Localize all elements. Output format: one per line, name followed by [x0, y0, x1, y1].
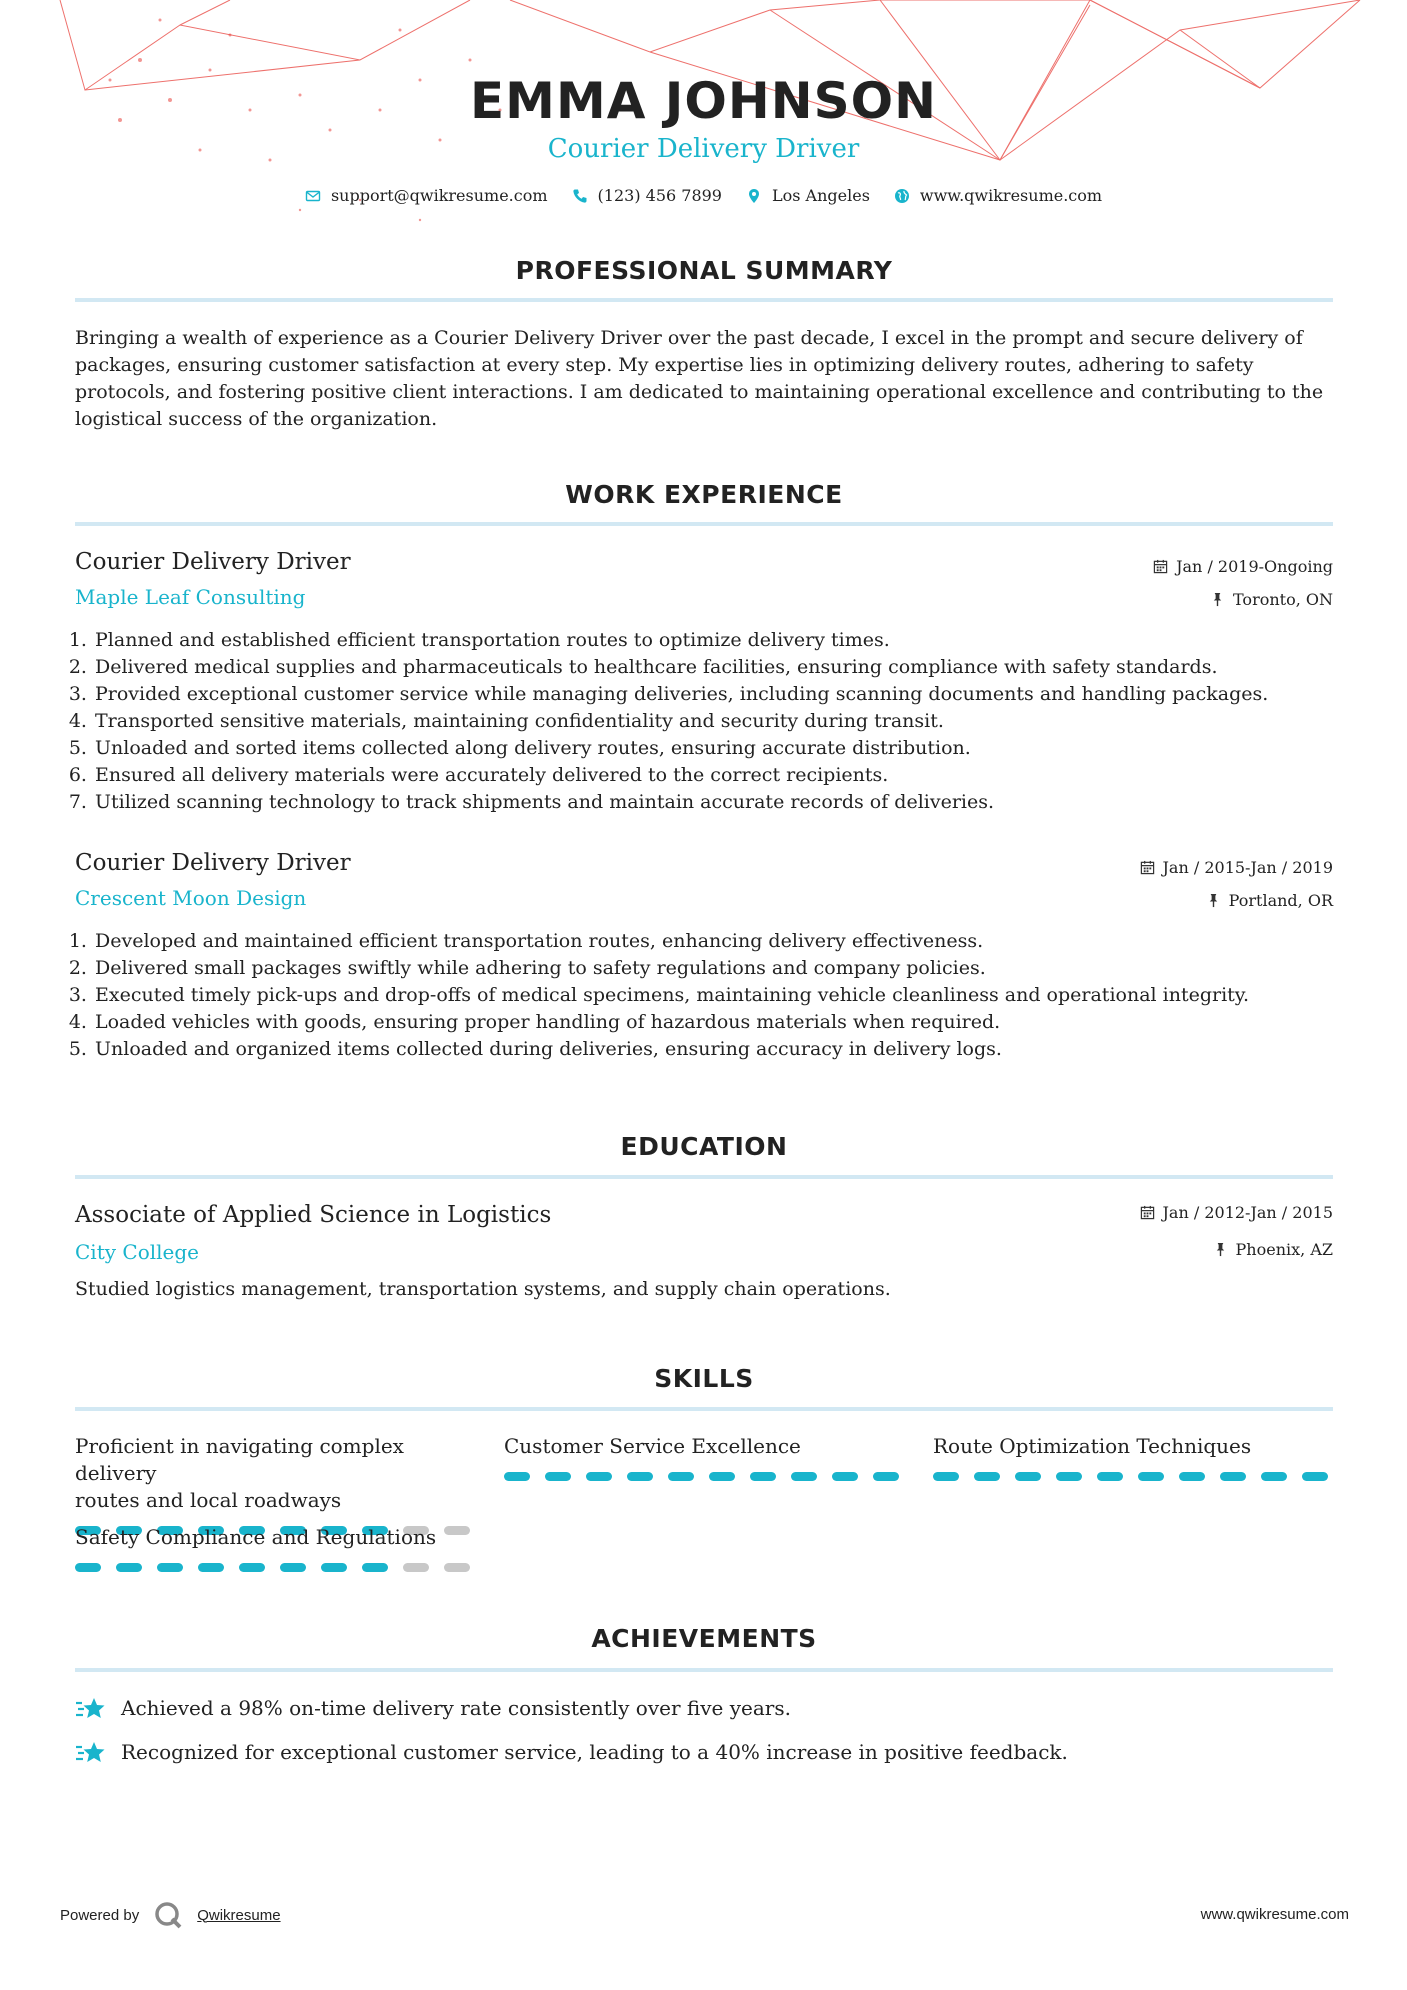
calendar-icon: [1140, 860, 1155, 875]
job-dates: [1153, 557, 1333, 576]
skill-item: [75, 1524, 475, 1572]
skill-segment-filled: [1015, 1472, 1041, 1481]
skill-level-bar: [504, 1472, 904, 1481]
footer-powered-by: [60, 1900, 281, 1930]
calendar-icon: [1140, 1205, 1155, 1220]
candidate-title: Courier Delivery Driver: [547, 134, 860, 164]
job-dates-text: Jan / 2019-Ongoing: [1176, 557, 1333, 576]
skill-label-line: Safety Compliance and Regulations: [75, 1525, 437, 1549]
education-dates-text: Jan / 2012-Jan / 2015: [1162, 1203, 1333, 1222]
education-location: [1213, 1240, 1333, 1259]
achievement-text: Recognized for exceptional customer service, leading to a 40% increase in positive feedback.: [121, 1740, 1068, 1764]
skill-item: [933, 1433, 1333, 1481]
skill-segment-filled: [873, 1472, 899, 1481]
skill-label-line: Proficient in navigating complex delivery: [75, 1434, 404, 1485]
skill-segment-empty: [403, 1563, 429, 1572]
skill-segment-filled: [157, 1563, 183, 1572]
map-pin-icon: [746, 188, 762, 204]
job-bullet: 4. Loaded vehicles with goods, ensuring proper handling of hazardous materials when required.: [93, 1009, 1351, 1036]
job-location-text: Portland, OR: [1228, 891, 1333, 910]
job-bullet: 3. Provided exceptional customer service while managing deliveries, including scanning documents and handling packages.: [93, 681, 1351, 708]
envelope-icon: [305, 188, 321, 204]
contact-website-text: www.qwikresume.com: [919, 186, 1103, 205]
job-bullet: 1. Planned and established efficient transportation routes to optimize delivery times.: [93, 627, 1351, 654]
contact-phone[interactable]: [572, 186, 722, 205]
contact-email[interactable]: [305, 186, 548, 205]
job-dates: [1140, 858, 1333, 877]
globe-icon: [894, 188, 910, 204]
summary-text: [75, 325, 1333, 433]
summary-line: Bringing a wealth of experience as a Courier Delivery Driver over the past decade, I excel in the prompt and secure delivery of: [75, 327, 1303, 349]
skill-segment-filled: [1097, 1472, 1123, 1481]
education-dates: [1140, 1203, 1333, 1222]
job-dates-text: Jan / 2015-Jan / 2019: [1162, 858, 1333, 877]
skill-label-line: Route Optimization Techniques: [933, 1434, 1252, 1458]
candidate-name: EMMA JOHNSON: [470, 72, 937, 130]
job-bullet: 5. Unloaded and organized items collected during deliveries, ensuring accuracy in delivery logs.: [93, 1036, 1351, 1063]
achievement-text: Achieved a 98% on-time delivery rate consistently over five years.: [121, 1696, 791, 1720]
skill-label-line: routes and local roadways: [75, 1488, 342, 1512]
skill-label: [933, 1433, 1333, 1460]
job-bullet: 2. Delivered small packages swiftly while adhering to safety regulations and company policies.: [93, 955, 1351, 982]
summary-line: packages, ensuring customer satisfaction at every step. My expertise lies in optimizing delivery routes, adhering to safety: [75, 354, 1254, 376]
contact-website[interactable]: [894, 186, 1102, 205]
summary-heading: PROFESSIONAL SUMMARY: [515, 256, 893, 285]
job-bullet: 3. Executed timely pick-ups and drop-offs of medical specimens, maintaining vehicle cleanliness and operational integrity.: [93, 982, 1351, 1009]
skill-segment-filled: [75, 1563, 101, 1572]
pushpin-icon: [1213, 1242, 1228, 1257]
job-title: Courier Delivery Driver: [75, 850, 351, 876]
skill-segment-filled: [1220, 1472, 1246, 1481]
skill-segment-filled: [1056, 1472, 1082, 1481]
job-bullet: 6. Ensured all delivery materials were accurately delivered to the correct recipients.: [93, 762, 1351, 789]
achievements-rule: [75, 1668, 1333, 1672]
skill-segment-filled: [1261, 1472, 1287, 1481]
skill-segment-filled: [1179, 1472, 1205, 1481]
skill-segment-filled: [321, 1563, 347, 1572]
skill-segment-empty: [444, 1563, 470, 1572]
skill-segment-filled: [627, 1472, 653, 1481]
qwikresume-logo-icon: [153, 1900, 183, 1930]
education-degree: Associate of Applied Science in Logistics: [75, 1202, 552, 1228]
education-heading: EDUCATION: [620, 1132, 788, 1161]
skill-segment-filled: [504, 1472, 530, 1481]
education-school: City College: [75, 1240, 200, 1264]
job-bullet: 2. Delivered medical supplies and pharmaceuticals to healthcare facilities, ensuring compliance with safety standards.: [93, 654, 1351, 681]
job-bullets: [75, 928, 1351, 1063]
achievements-heading: ACHIEVEMENTS: [591, 1624, 817, 1653]
skill-segment-filled: [116, 1563, 142, 1572]
education-description: Studied logistics management, transportation systems, and supply chain operations.: [75, 1278, 891, 1300]
skill-label: [75, 1433, 475, 1514]
star-icon: [75, 1736, 107, 1768]
job-company: Crescent Moon Design: [75, 886, 307, 910]
skill-level-bar: [75, 1563, 475, 1572]
skill-segment-filled: [974, 1472, 1000, 1481]
skill-segment-filled: [280, 1563, 306, 1572]
phone-icon: [572, 188, 588, 204]
pushpin-icon: [1206, 893, 1221, 908]
contact-email-text: support@qwikresume.com: [330, 186, 548, 205]
skill-item: [75, 1433, 475, 1535]
contact-bar: [0, 186, 1407, 205]
job-bullets: [75, 627, 1351, 816]
skill-label-line: Customer Service Excellence: [504, 1434, 801, 1458]
contact-location-text: Los Angeles: [771, 186, 870, 205]
skill-item: [504, 1433, 904, 1481]
job-location-text: Toronto, ON: [1233, 590, 1333, 609]
skill-label: [504, 1433, 904, 1460]
job-title: Courier Delivery Driver: [75, 549, 351, 575]
calendar-icon: [1153, 559, 1168, 574]
contact-phone-text: (123) 456 7899: [597, 186, 722, 205]
achievement-item: [75, 1692, 791, 1724]
pushpin-icon: [1210, 592, 1225, 607]
skills-heading: SKILLS: [654, 1364, 754, 1393]
skill-segment-filled: [545, 1472, 571, 1481]
job-bullet: 5. Unloaded and sorted items collected along delivery routes, ensuring accurate distribution.: [93, 735, 1351, 762]
education-location-text: Phoenix, AZ: [1235, 1240, 1333, 1259]
footer-website-link[interactable]: www.qwikresume.com: [1200, 1906, 1349, 1923]
job-bullet: 7. Utilized scanning technology to track shipments and maintain accurate records of deliveries.: [93, 789, 1351, 816]
skills-rule: [75, 1407, 1333, 1411]
job-company: Maple Leaf Consulting: [75, 585, 306, 609]
experience-rule: [75, 522, 1333, 526]
star-icon: [75, 1692, 107, 1724]
job-location: [1206, 891, 1333, 910]
skill-segment-filled: [198, 1563, 224, 1572]
skill-segment-filled: [239, 1563, 265, 1572]
skill-segment-filled: [750, 1472, 776, 1481]
contact-location: [746, 186, 870, 205]
skill-segment-filled: [832, 1472, 858, 1481]
skill-segment-filled: [586, 1472, 612, 1481]
job-bullet: 4. Transported sensitive materials, maintaining confidentiality and security during transit.: [93, 708, 1351, 735]
powered-by-label: Powered by: [60, 1906, 140, 1924]
achievement-item: [75, 1736, 1068, 1768]
footer-brand-link[interactable]: Qwikresume: [197, 1906, 281, 1924]
summary-line: protocols, and fostering positive client interactions. I am dedicated to maintaining operational excellence and contributing to the: [75, 381, 1324, 403]
skill-segment-filled: [362, 1563, 388, 1572]
summary-line: logistical success of the organization.: [75, 408, 438, 430]
skill-segment-filled: [1138, 1472, 1164, 1481]
job-bullet: 1. Developed and maintained efficient transportation routes, enhancing delivery effectiveness.: [93, 928, 1351, 955]
summary-rule: [75, 298, 1333, 302]
education-rule: [75, 1175, 1333, 1179]
job-location: [1210, 590, 1333, 609]
skill-segment-filled: [933, 1472, 959, 1481]
experience-heading: WORK EXPERIENCE: [565, 480, 843, 509]
skill-segment-filled: [791, 1472, 817, 1481]
skill-segment-filled: [668, 1472, 694, 1481]
skill-segment-filled: [1302, 1472, 1328, 1481]
skill-segment-filled: [709, 1472, 735, 1481]
skill-level-bar: [933, 1472, 1333, 1481]
skill-label: [75, 1524, 475, 1551]
